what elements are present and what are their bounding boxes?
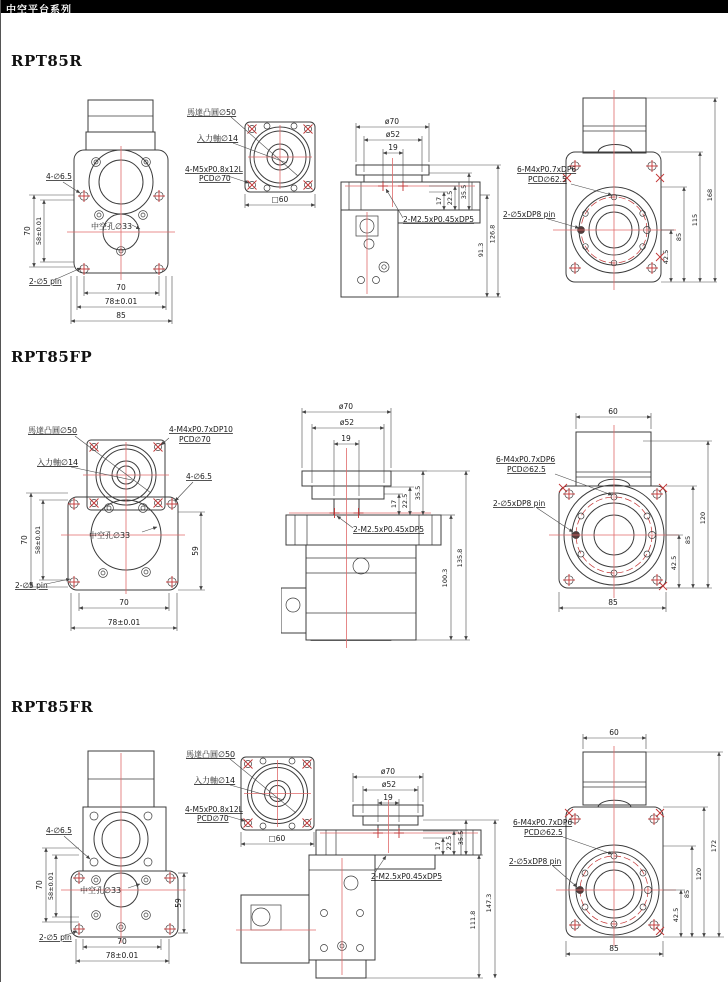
rpt85fp-top-holes xyxy=(559,484,667,590)
side-screw-callout: 2-M2.5xP0.45xDP5 xyxy=(403,215,475,224)
dim-42-5: 42.5 xyxy=(672,907,680,923)
dim-d52: ø52 xyxy=(381,780,397,789)
dim-body-height: 91.3 xyxy=(477,242,485,258)
rpt85fp-top-view xyxy=(493,400,728,652)
dim-85: 85 xyxy=(675,232,683,242)
dim-d70: ø70 xyxy=(380,767,396,776)
dim-body-height: 100.3 xyxy=(441,568,449,588)
hole-callout: 4-∅6.5 xyxy=(186,472,212,481)
dim-22-5: 22.5 xyxy=(446,190,454,206)
flange-pcd-callout: PCD∅70 xyxy=(199,174,231,183)
rpt85r-top-holes xyxy=(563,160,664,274)
series-header-bar xyxy=(1,0,728,16)
rpt85fp-side-centerlines xyxy=(289,448,431,648)
rpt85fr-front-outline xyxy=(71,751,178,937)
rpt85r-front-centerlines xyxy=(67,146,175,280)
rpt85fp-front-outline xyxy=(68,440,178,590)
dim-d70: ø70 xyxy=(384,117,400,126)
motor-boss-callout: 馬達凸圓∅50 xyxy=(187,108,237,117)
top-pcd-callout: PCD∅62.5 xyxy=(507,465,546,474)
model-title-rpt85fp: RPT85FP xyxy=(11,348,93,366)
rpt85fp-side-dims xyxy=(302,402,470,640)
dim-172: 172 xyxy=(710,839,718,853)
hole-callout: 4-∅6.5 xyxy=(46,172,72,181)
dim-17: 17 xyxy=(435,196,443,206)
dim-70-bottom: 70 xyxy=(117,937,127,946)
model-title-rpt85fr: RPT85FR xyxy=(11,698,94,716)
dim-17: 17 xyxy=(434,841,442,851)
center-hole-callout: 中空孔∅33 xyxy=(89,531,131,540)
top-screw-callout: 6-M4xP0.7xDP6 xyxy=(496,455,556,464)
input-shaft-callout: 入力軸∅14 xyxy=(37,458,79,467)
side-screw-callout: 2-M2.5xP0.45xDP5 xyxy=(371,872,443,881)
dim-120: 120 xyxy=(695,867,703,881)
dim-85: 85 xyxy=(116,311,126,320)
rpt85r-front-dims xyxy=(23,195,172,324)
rpt85fr-top-centerlines xyxy=(556,746,676,946)
hole-callout: 4-∅6.5 xyxy=(46,826,72,835)
rpt85fp-top-centerlines xyxy=(549,425,679,598)
top-screw-callout: 6-M4xP0.7xDP6 xyxy=(517,165,577,174)
flange-pcd-callout: PCD∅70 xyxy=(179,435,211,444)
dim-22-5: 22.5 xyxy=(401,493,409,509)
dim-17: 17 xyxy=(390,499,398,509)
rpt85fp-top-dims xyxy=(559,407,712,612)
dim-60: 60 xyxy=(608,407,618,416)
rpt85r-top-labels xyxy=(503,165,612,228)
dim-body-height: 111.8 xyxy=(469,910,477,930)
rpt85r-top-view xyxy=(501,85,728,335)
rpt85r-side-dims xyxy=(356,117,501,297)
dim-d52: ø52 xyxy=(339,418,355,427)
rpt85r-side-view xyxy=(339,112,507,312)
pin-callout: 2-∅5 pin xyxy=(39,933,72,942)
flange-screw-callout: 4-M5xP0.8x12L xyxy=(185,165,243,174)
top-pin-callout: 2-∅5xDP8 pin xyxy=(493,499,546,508)
dim-35-5: 35.5 xyxy=(457,830,465,846)
rpt85fp-front-view xyxy=(13,398,248,660)
dim-70-left: 70 xyxy=(23,226,32,236)
dim-19: 19 xyxy=(341,434,351,443)
dim-total-height: 147.3 xyxy=(485,893,493,913)
motor-boss-callout: 馬達凸圓∅50 xyxy=(28,426,78,435)
dim-58: 58±0.01 xyxy=(34,525,42,555)
flange-screw-callout: 4-M4xP0.7xDP10 xyxy=(169,425,233,434)
rpt85fr-top-labels xyxy=(509,818,612,887)
rpt85fp-side-labels xyxy=(337,516,424,534)
dim-78: 78±0.01 xyxy=(107,618,141,627)
dim-85-bottom: 85 xyxy=(608,598,618,607)
dim-70-left: 70 xyxy=(20,535,29,545)
rpt85fp-front-labels xyxy=(15,425,233,590)
dim-42-5: 42.5 xyxy=(670,555,678,571)
dim-120: 120 xyxy=(699,511,707,525)
dim-70-bottom: 70 xyxy=(116,283,126,292)
dim-35-5: 35.5 xyxy=(460,184,468,200)
center-hole-callout: 中空孔∅33 xyxy=(80,886,122,895)
dim-70-bottom: 70 xyxy=(119,598,129,607)
dim-85-right: 85 xyxy=(683,889,691,899)
rpt85fr-front-dims xyxy=(35,848,188,964)
dim-35-5: 35.5 xyxy=(414,485,422,501)
series-header-title: 中空平台系列 xyxy=(6,5,72,16)
rpt85fr-side-centerlines xyxy=(236,800,478,975)
dim-59: 59 xyxy=(191,546,200,556)
rpt85r-flange-centerlines xyxy=(248,125,312,189)
dim-78: 78±0.01 xyxy=(105,951,139,960)
dim-total-height: 135.8 xyxy=(456,548,464,568)
rpt85fr-front-centerlines xyxy=(61,753,186,943)
dim-d52: ø52 xyxy=(385,130,401,139)
dim-square-60: □60 xyxy=(268,834,286,843)
input-shaft-callout: 入力軸∅14 xyxy=(194,776,236,785)
rpt85fp-front-centerlines xyxy=(61,442,185,594)
top-pin-callout: 2-∅5xDP8 pin xyxy=(509,857,562,866)
rpt85fp-front-dims xyxy=(20,493,205,631)
center-hole-callout: 中空孔∅33 xyxy=(91,222,133,231)
rpt85fp-front-holes xyxy=(68,443,178,589)
rpt85fr-side-view xyxy=(236,755,506,982)
dim-22-5: 22.5 xyxy=(445,835,453,851)
dim-59: 59 xyxy=(174,898,183,908)
rpt85fr-top-view xyxy=(501,718,728,982)
top-screw-callout: 6-M4xP0.7xDP6 xyxy=(513,818,573,827)
flange-pcd-callout: PCD∅70 xyxy=(197,814,229,823)
dim-19: 19 xyxy=(388,143,398,152)
dim-85-right: 85 xyxy=(684,535,692,545)
dim-60: 60 xyxy=(609,728,619,737)
rpt85r-front-view xyxy=(13,88,198,336)
top-pcd-callout: PCD∅62.5 xyxy=(528,175,567,184)
top-pcd-callout: PCD∅62.5 xyxy=(524,828,563,837)
pin-callout: 2-∅5 pin xyxy=(15,581,48,590)
model-title-rpt85r: RPT85R xyxy=(11,52,83,70)
dim-70-left: 70 xyxy=(35,880,44,890)
rpt85r-top-outline xyxy=(566,98,661,282)
dim-168: 168 xyxy=(706,188,714,202)
motor-boss-callout: 馬達凸圓∅50 xyxy=(186,750,236,759)
dim-19: 19 xyxy=(383,793,393,802)
dim-58: 58±0.01 xyxy=(47,871,55,901)
pin-callout: 2-∅5 pin xyxy=(29,277,62,286)
rpt85r-flange-labels xyxy=(185,107,298,183)
flange-screw-callout: 4-M5xP0.8x12L xyxy=(185,805,243,814)
input-shaft-callout: 入力軸∅14 xyxy=(197,134,239,143)
dim-85-bottom: 85 xyxy=(609,944,619,953)
dim-total-height: 126.8 xyxy=(488,224,497,244)
side-screw-callout: 2-M2.5xP0.45xDP5 xyxy=(353,525,425,534)
dim-78: 78±0.01 xyxy=(104,297,138,306)
rpt85fr-top-holes xyxy=(565,809,664,935)
dim-square-60: □60 xyxy=(271,195,289,204)
rpt85fp-top-labels xyxy=(493,455,612,532)
rpt85r-flange-dims xyxy=(245,194,315,208)
rpt85r-flange-view xyxy=(183,101,328,217)
top-pin-callout: 2-∅5xDP8 pin xyxy=(503,210,556,219)
dim-d70: ø70 xyxy=(338,402,354,411)
dim-58: 58±0.01 xyxy=(35,216,43,246)
dim-42-5: 42.5 xyxy=(662,249,670,265)
rpt85fr-top-outline xyxy=(566,752,663,937)
rpt85fp-top-outline xyxy=(559,432,666,588)
dim-115: 115 xyxy=(691,213,699,227)
